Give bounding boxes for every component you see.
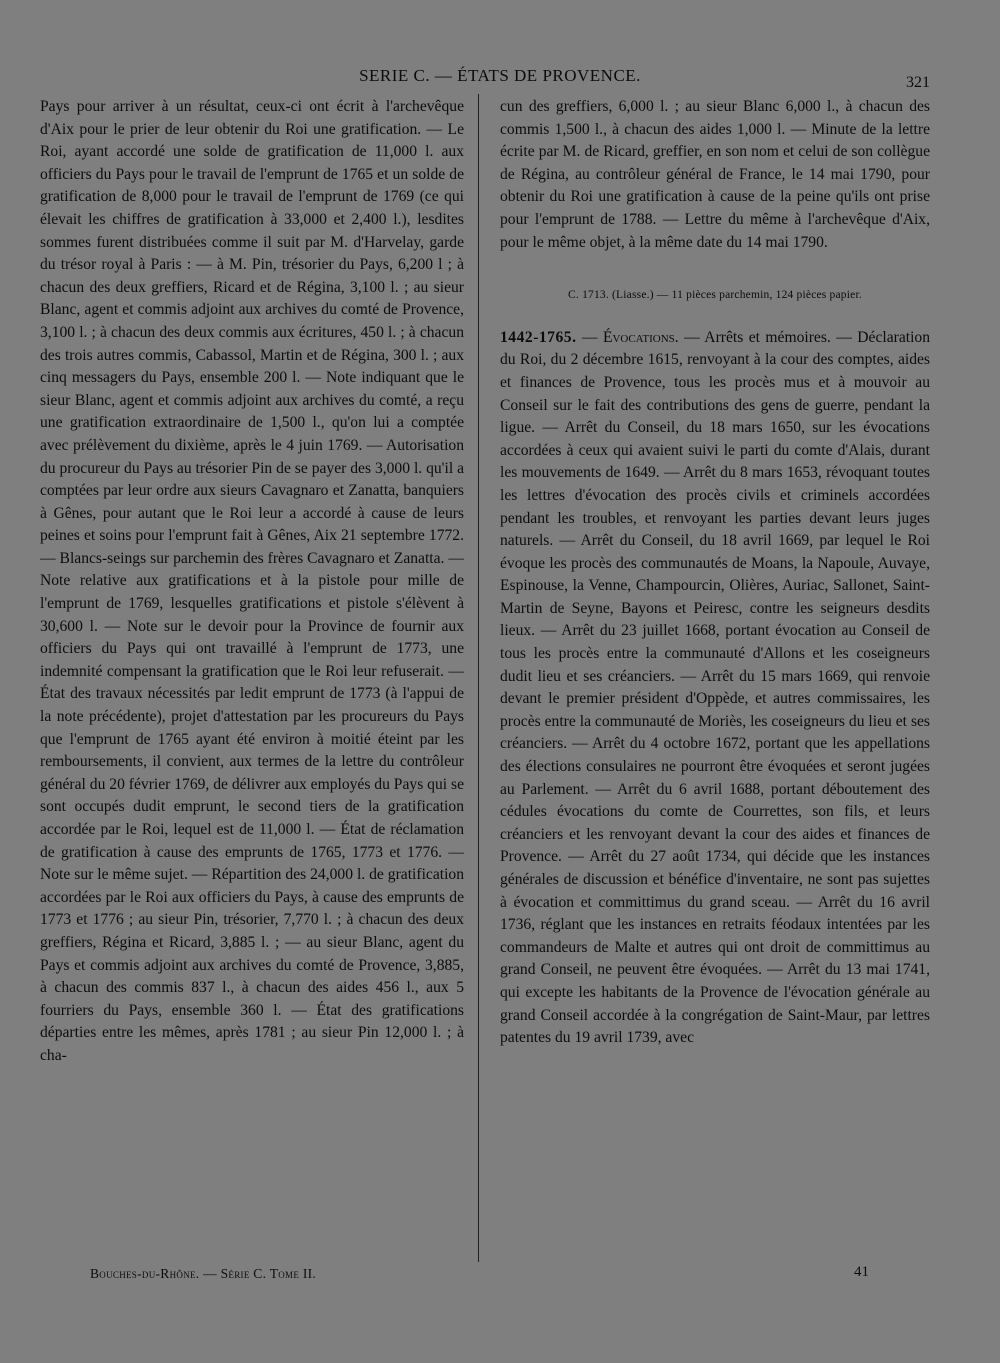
column-divider <box>478 94 479 1262</box>
page-header-title: SERIE C. — ÉTATS DE PROVENCE. <box>359 66 641 85</box>
footer-series-label: Bouches-du-Rhône. — Série C. Tome II. <box>90 1266 317 1281</box>
right-column-paragraph: cun des greffiers, 6,000 l. ; au sieur Blanc 6,000 l., à chacun des commis 1,500 l., à chacun des aides 1,000 l. — Minute de la lettre écrite par M. de Ricard, greffier, en son nom et celui de son collègue de Régina, au contrôleur général de France, le 14 mai 1790, pour obtenir du Roi une gratification à cause de la peine qu'ils ont prise pour l'emprunt de 1788. — Lettre du même à l'archevêque d'Aix, pour le même objet, à la même date du 14 mai 1790. <box>500 98 930 251</box>
page-number: 321 <box>906 74 930 91</box>
footer-sheet-number: 41 <box>854 1264 869 1280</box>
left-column <box>40 96 464 1068</box>
archive-reference-note: C. 1713. (Liasse.) — 11 pièces parchemin, 124 pièces papier. <box>568 289 862 302</box>
entry-title: Évocations. <box>602 328 679 346</box>
left-column-text: Pays pour arriver à un résultat, ceux-ci ont écrit à l'archevêque d'Aix pour le prier de leur obtenir du Roi une gratification. — Le Roi, ayant accordé une solde de gratification de 11,000 l. aux officiers du Pays pour le travail de l'emprunt de 1765 et un solde de gratification de 8,000 pour le travail de l'emprunt de 1769 (ce qui élevait les chiffres de gratification à 33,000 et 2,400 l.), lesdites sommes furent distribuées comme il suit par M. d'Harvelay, garde du trésor royal à Paris : — à M. Pin, trésorier du Pays, 6,200 l ; à chacun des deux greffiers, Ricard et de Régina, 3,100 l. ; au sieur Blanc, agent et commis adjoint aux archives du comté de Provence, 3,100 l. ; à chacun des deux commis aux écritures, 450 l. ; à chacun des trois autres commis, Cabassol, Martin et de Régina, 300 l. ; aux cinq messagers du Pays, ensemble 200 l. — Note indiquant que le sieur Blanc, agent et commis adjoint aux archives du comté, a reçu une gratification extraordinaire de 1,500 l., qu'on lui a comptée avec prélèvement du dixième, après le 4 juin 1769. — Autorisation du procureur du Pays au trésorier Pin de se payer des 3,000 l. qu'il a comptées par leur ordre aux sieurs Cavagnaro et Zanatta, banquiers à Gênes, pour autant que le Roi leur a accordé à cause de leurs peines et soins pour l'emprunt fait à Gênes, Aix 21 septembre 1772. — Blancs-seings sur parchemin des frères Cavagnaro et Zanatta. — Note relative aux gratifications et à la pistole pour mille de l'emprunt de 1769, lesquelles gratifications et pistole s'élèvent à 30,600 l. — Note sur le devoir pour la Province de fournir aux officiers du Pays qui ont travaillé à l'emprunt de 1773, une indemnité compensant la gratification que le Roi leur refuserait. — État des travaux nécessités par ledit emprunt de 1773 (à l'appui de la note précédente), projet d'attestation par les procureurs du Pays que l'emprunt de 1765 ayant été environ à moitié éteint par les remboursements, il convient, aux termes de la lettre du contrôleur général du 20 février 1769, de délivrer aux employés du Pays qui se sont occupés dudit emprunt, le second tiers de la gratification accordée par le Roi, lequel est de 11,000 l. — État de réclamation de gratification à cause des emprunts de 1765, 1773 et 1776. — Note sur le même sujet. — Répartition des 24,000 l. de gratification accordées par le Roi aux officiers du Pays, à cause des emprunts de 1773 et 1776 ; au sieur Pin, trésorier, 7,770 l. ; à chacun des deux greffiers, Régina et Ricard, 3,885 l. ; — au sieur Blanc, agent du Pays et commis adjoint aux archives du comté de Provence, 3,885, à chacun des commis 837 l., à chacun des aides 456 l., aux 5 fourriers du Pays, ensemble 360 l. — État des gratifications départies entre les mêmes, après 1781 ; au sieur Pin 12,000 l. ; à cha- <box>40 98 464 1064</box>
entry-paragraph: 1442-1765. — Évocations. — Arrêts et mémoires. — Déclaration du Roi, du 2 décembre 1615, renvoyant à la cour des comptes, aides et finances de Provence, tous les procès mus et à mouvoir au Conseil sur le fait des contributions des gens de guerre, pendant la ligue. — Arrêt du Conseil, du 18 mars 1650, sur les évocations accordées à ceux qui avaient suivi le parti du comte d'Alais, durant les mouvements de 1649. — Arrêt du 8 mars 1653, révoquant toutes les lettres d'évocation des procès civils et criminels accordées pendant les troubles, et renvoyant les parties devant leurs juges naturels. — Arrêt du Conseil, du 18 avril 1669, par lequel le Roi évoque les procès des communautés de Moans, la Napoule, Auvaye, Espinouse, la Venne, Champourcin, Olières, Auriac, Sallonet, Saint-Martin de Seyne, Bayons et Peiresc, contre les seigneurs desdits lieux. — Arrêt du 23 juillet 1668, portant évocation au Conseil de tous les procès entre la communauté d'Allons et les coseigneurs dudit lieu et ses créanciers. — Arrêt du 15 mars 1669, qui renvoie devant le premier président d'Oppède, et autres commissaires, les procès entre la communauté de Moriès, les coseigneurs du lieu et ses créanciers. — Arrêt du 4 octobre 1672, portant que les appellations des élections consulaires ne pourront être évoquées et seront jugées au Parlement. — Arrêt du 6 avril 1688, portant déboutement des cédules évocations du comte de Courrettes, son fils, et leurs créanciers et les renvoyant devant la cour des aides et finances de Provence. — Arrêt du 27 août 1734, qui décide que les instances générales de discussion et bénéfice d'inventaire, ne sont pas sujettes à évocation et committimus du grand sceau. — Arrêt du 16 avril 1736, réglant que les instances en retraits féodaux intentées par les commandeurs de Malte et autres qui ont droit de committimus au grand Conseil, ne peuvent être évoquées. — Arrêt du 13 mai 1741, qui excepte les habitants de la Provence de l'évocation générale au grand Conseil accordée à la congrégation de Saint-Maur, par lettres patentes du 19 avril 1739, avec <box>500 328 930 1047</box>
entry-text: — Arrêts et mémoires. — Déclaration du Roi, du 2 décembre 1615, renvoyant à la cour des comptes, aides et finances de Provence, tous les procès mus et à mouvoir au Conseil sur le fait des contributions des gens de guerre, pendant la ligue. — Arrêt du Conseil, du 18 mars 1650, sur les évocations accordées à ceux qui avaient suivi le parti du comte d'Alais, durant les mouvements de 1649. — Arrêt du 8 mars 1653, révoquant toutes les lettres d'évocation des procès civils et criminels accordées pendant les troubles, et renvoyant les parties devant leurs juges naturels. — Arrêt du Conseil, du 18 avril 1669, par lequel le Roi évoque les procès des communautés de Moans, la Napoule, Auvaye, Espinouse, la Venne, Champourcin, Olières, Auriac, Sallonet, Saint-Martin de Seyne, Bayons et Peiresc, contre les seigneurs desdits lieux. — Arrêt du 23 juillet 1668, portant évocation au Conseil de tous les procès entre la communauté d'Allons et les coseigneurs dudit lieu et ses créanciers. — Arrêt du 15 mars 1669, qui renvoie devant le premier président d'Oppède, et autres commissaires, les procès entre la communauté de Moriès, les coseigneurs du lieu et ses créanciers. — Arrêt du 4 octobre 1672, portant que les appellations des élections consulaires ne pourront être évoquées et seront jugées au Parlement. — Arrêt du 6 avril 1688, portant déboutement des cédules évocations du comte de Courrettes, son fils, et leurs créanciers et les renvoyant devant la cour des aides et finances de Provence. — Arrêt du 27 août 1734, qui décide que les instances générales de discussion et bénéfice d'inventaire, ne sont pas sujettes à évocation et committimus du grand sceau. — Arrêt du 16 avril 1736, réglant que les instances en retraits féodaux intentées par les commandeurs de Malte et autres qui ont droit de committimus au grand Conseil, ne peuvent être évoquées. — Arrêt du 13 mai 1741, qui excepte les habitants de la Provence de l'évocation générale au grand Conseil accordée à la congrégation de Saint-Maur, par lettres patentes du 19 avril 1739, avec <box>500 328 930 1047</box>
entry-dates: 1442-1765. <box>500 328 577 346</box>
right-column <box>500 96 930 1050</box>
